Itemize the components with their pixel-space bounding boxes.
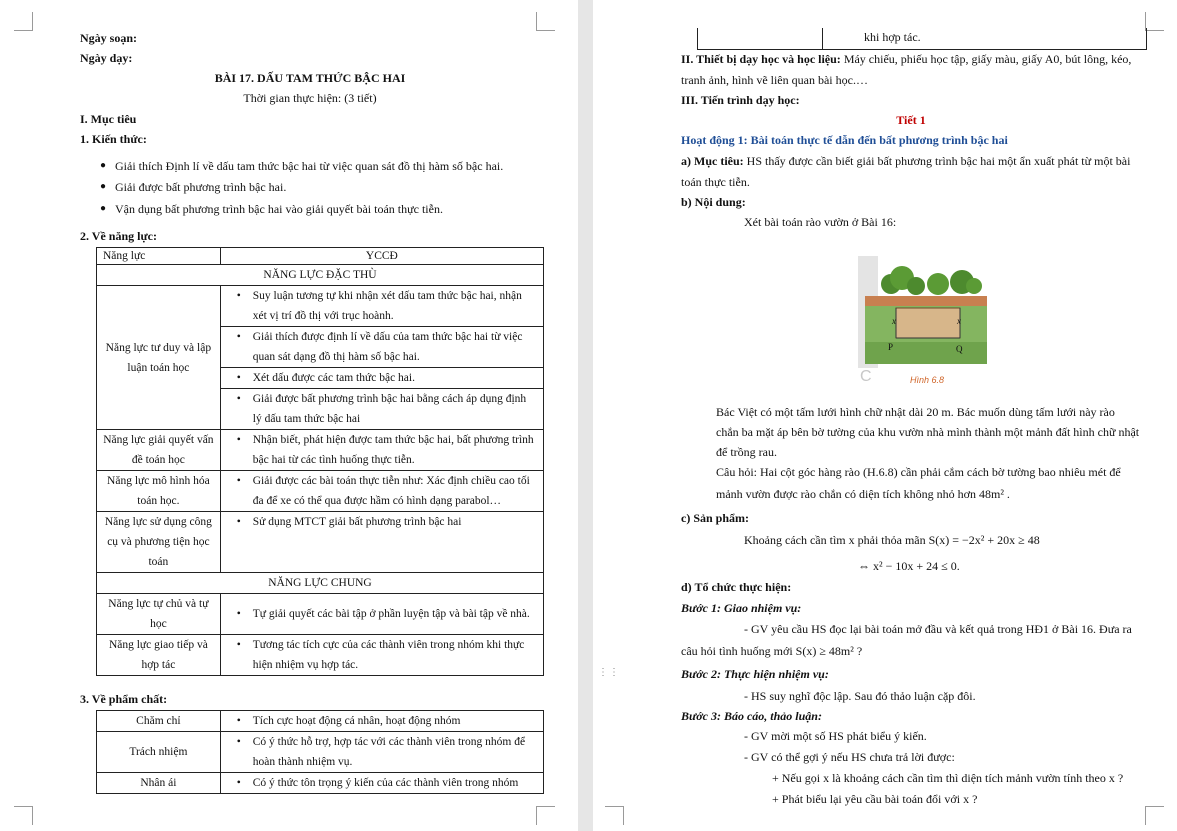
question-text-2: mảnh vườn được rào chắn có diện tích không nhỏ hơn 48m² . bbox=[716, 487, 1010, 501]
requirement-item: • Sử dụng MTCT giải bất phương trình bậc hai bbox=[227, 512, 537, 532]
table-cell: khi hợp tác. bbox=[864, 30, 921, 44]
general-competence-header: NĂNG LỰC CHUNG bbox=[97, 573, 544, 594]
problem-text-1: Bác Việt có một tấm lưới hình chữ nhật dài 20 m. Bác muốn dùng tấm lưới này rào bbox=[716, 405, 1115, 419]
table-cell bbox=[220, 711, 543, 732]
competence-label: Năng lực tự chủ và tự học bbox=[97, 594, 221, 635]
figure-label-x-right: x bbox=[957, 316, 961, 326]
table-cell bbox=[220, 594, 543, 635]
figure-label-x-left: x bbox=[892, 316, 896, 326]
question-text-1: Câu hỏi: Hai cột góc hàng rào (H.6.8) cần phải cắm cách bờ tường bao nhiêu mét để bbox=[716, 465, 1121, 479]
table-cell bbox=[220, 327, 543, 368]
competence-label: Năng lực mô hình hóa toán học. bbox=[97, 471, 221, 512]
table-cell bbox=[220, 635, 543, 676]
table-cell bbox=[220, 773, 543, 794]
table-row bbox=[97, 430, 544, 471]
quality-label: Nhân ái bbox=[97, 773, 221, 794]
hint-1: + Nếu gọi x là khoảng cách cần tìm thì diện tích mảnh vườn tính theo x ? bbox=[772, 771, 1124, 785]
content-intro: Xét bài toán rào vườn ở Bài 16: bbox=[744, 215, 897, 229]
figure-watermark: C bbox=[860, 368, 872, 385]
knowledge-item: Giải được bất phương trình bậc hai. bbox=[115, 180, 287, 194]
table-row bbox=[97, 773, 544, 794]
competence-table bbox=[96, 247, 544, 676]
bullet-icon: ● bbox=[100, 160, 107, 171]
crop-mark bbox=[1145, 12, 1164, 31]
section-qualities: 3. Về phẩm chất: bbox=[80, 692, 168, 706]
quality-label: Trách nhiệm bbox=[97, 732, 221, 773]
requirement-item: • Nhận biết, phát hiện được tam thức bậc hai, bất phương trình bậc hai từ các tình huống thực tiễn. bbox=[227, 430, 537, 470]
table-cell bbox=[220, 389, 543, 430]
table-row bbox=[97, 573, 544, 594]
step3-text-1: - GV mời một số HS phát biểu ý kiến. bbox=[744, 729, 927, 743]
date-teach-label: Ngày dạy: bbox=[80, 51, 133, 65]
table-row bbox=[97, 471, 544, 512]
requirement-item: • Tương tác tích cực của các thành viên trong nhóm khi thực hiện nhiệm vụ hợp tác. bbox=[227, 635, 537, 675]
competence-label: Năng lực giải quyết vấn đề toán học bbox=[97, 430, 221, 471]
product-text: Khoảng cách cần tìm x phải thỏa mãn S(x) = −2x² + 20x ≥ 48 bbox=[744, 533, 1040, 547]
continued-table-row bbox=[697, 28, 1147, 50]
lesson-title: BÀI 17. DẤU TAM THỨC BẬC HAI bbox=[214, 71, 406, 85]
figure-label-q: Q bbox=[956, 344, 963, 354]
requirement-item: • Xét dấu được các tam thức bậc hai. bbox=[227, 368, 537, 388]
competence-label: Năng lực giao tiếp và hợp tác bbox=[97, 635, 221, 676]
table-cell bbox=[220, 430, 543, 471]
quality-item: • Tích cực hoạt động cá nhân, hoạt động nhóm bbox=[227, 711, 537, 731]
content-label: b) Nội dung: bbox=[681, 195, 746, 209]
problem-text-3: để trồng rau. bbox=[716, 445, 777, 459]
quality-label: Chăm chỉ bbox=[97, 711, 221, 732]
quality-table bbox=[96, 710, 544, 794]
product-inequality: ⇔ x² − 10x + 24 ≤ 0. bbox=[858, 559, 960, 573]
table-header-row bbox=[97, 248, 544, 265]
date-prep-label: Ngày soạn: bbox=[80, 31, 138, 45]
step1-text-1: - GV yêu cầu HS đọc lại bài toán mở đầu và kết quả trong HĐ1 ở Bài 16. Đưa ra bbox=[744, 622, 1132, 636]
section-process: III. Tiến trình dạy học: bbox=[681, 93, 800, 107]
objective-text: HS thấy được cần biết giải bất phương trình bậc hai một ẩn xuất phát từ một bài bbox=[743, 154, 1131, 168]
requirement-item: • Tự giải quyết các bài tập ở phần luyện tập và bài tập về nhà. bbox=[227, 604, 537, 624]
competence-label: Năng lực tư duy và lập luận toán học bbox=[97, 286, 221, 430]
equipment-text-2: tranh ảnh, hình vẽ liên quan bài học.… bbox=[681, 73, 868, 87]
crop-mark bbox=[536, 12, 555, 31]
equipment-line bbox=[681, 51, 1131, 67]
figure-caption: Hình 6.8 bbox=[910, 375, 945, 385]
crop-mark bbox=[14, 806, 33, 825]
activity-title: Hoạt động 1: Bài toán thực tế dẫn đến bất phương trình bậc hai bbox=[681, 133, 1008, 147]
figure-label-p: P bbox=[888, 342, 894, 352]
equipment-label: II. Thiết bị dạy học và học liệu: bbox=[681, 52, 841, 66]
product-label: c) Sản phẩm: bbox=[681, 511, 750, 525]
step1-label: Bước 1: Giao nhiệm vụ: bbox=[681, 601, 802, 615]
competence-label: Năng lực sử dụng công cụ và phương tiện học toán bbox=[97, 512, 221, 573]
requirement-item: • Suy luận tương tự khi nhận xét dấu tam thức bậc hai, nhận xét vị trí đồ thị với trục hoành. bbox=[227, 286, 537, 326]
bullet-icon: ● bbox=[100, 203, 107, 214]
objective-line bbox=[681, 153, 1130, 169]
table-cell bbox=[220, 471, 543, 512]
table-row bbox=[97, 265, 544, 286]
table-row bbox=[97, 635, 544, 676]
crop-mark bbox=[14, 12, 33, 31]
section-knowledge: 1. Kiến thức: bbox=[80, 132, 147, 146]
quality-item: • Có ý thức hỗ trợ, hợp tác với các thành viên trong nhóm để hoàn thành nhiệm vụ. bbox=[227, 732, 537, 772]
table-row bbox=[97, 594, 544, 635]
knowledge-item: Vận dụng bất phương trình bậc hai vào giải quyết bài toán thực tiễn. bbox=[115, 202, 443, 216]
special-competence-header: NĂNG LỰC ĐẶC THÙ bbox=[97, 265, 544, 286]
objective-text-2: toán thực tiễn. bbox=[681, 175, 750, 189]
table-header-cell: YCCĐ bbox=[220, 248, 543, 265]
section-objectives: I. Mục tiêu bbox=[80, 112, 137, 126]
table-cell bbox=[220, 732, 543, 773]
requirement-item: • Giải thích được định lí về dấu của tam thức bậc hai từ việc quan sát dạng đồ thị hàm số bậc hai. bbox=[227, 327, 537, 367]
document-page-left bbox=[0, 0, 578, 831]
organize-label: d) Tổ chức thực hiện: bbox=[681, 580, 792, 594]
table-cell bbox=[220, 286, 543, 327]
step2-text: - HS suy nghĩ độc lập. Sau đó thảo luận cặp đôi. bbox=[744, 689, 976, 703]
garden-figure bbox=[858, 256, 988, 390]
step3-label: Bước 3: Báo cáo, thảo luận: bbox=[681, 709, 822, 723]
requirement-item: • Giải được bất phương trình bậc hai bằng cách áp dụng định lý dấu tam thức bậc hai bbox=[227, 389, 537, 429]
table-cell bbox=[220, 512, 543, 573]
knowledge-item: Giải thích Định lí về dấu tam thức bậc hai từ việc quan sát đồ thị hàm số bậc hai. bbox=[115, 159, 504, 173]
quality-item: • Có ý thức tôn trọng ý kiến của các thành viên trong nhóm bbox=[227, 773, 537, 793]
lesson-duration: Thời gian thực hiện: (3 tiết) bbox=[243, 91, 377, 105]
step1-text-2: câu hỏi tình huống mới S(x) ≥ 48m² ? bbox=[681, 644, 863, 658]
lesson-number: Tiết 1 bbox=[896, 113, 926, 127]
hint-2: + Phát biểu lại yêu cầu bài toán đổi với x ? bbox=[772, 792, 978, 806]
equipment-text: Máy chiếu, phiếu học tập, giấy màu, giấy A0, bút lông, kéo, bbox=[840, 52, 1132, 66]
table-row bbox=[97, 732, 544, 773]
objective-label: a) Mục tiêu: bbox=[681, 154, 744, 168]
garden-illustration bbox=[858, 256, 988, 390]
bullet-icon: ● bbox=[100, 181, 107, 192]
step3-text-2: - GV có thể gợi ý nếu HS chưa trả lời được: bbox=[744, 750, 955, 764]
table-row bbox=[97, 286, 544, 327]
table-row bbox=[97, 512, 544, 573]
table-cell bbox=[220, 368, 543, 389]
table-header-cell: Năng lực bbox=[97, 248, 221, 265]
section-competence: 2. Về năng lực: bbox=[80, 229, 157, 243]
requirement-item: • Giải được các bài toán thực tiễn như: Xác định chiều cao tối đa để xe có thể qua được hầm có hình dạng parabol… bbox=[227, 471, 537, 511]
table-row bbox=[97, 711, 544, 732]
drag-handle-icon[interactable]: ⋮⋮ bbox=[598, 667, 620, 678]
crop-mark bbox=[536, 806, 555, 825]
step2-label: Bước 2: Thực hiện nhiệm vụ: bbox=[681, 667, 829, 681]
crop-mark bbox=[605, 806, 624, 825]
crop-mark bbox=[1145, 806, 1164, 825]
table-divider bbox=[822, 28, 823, 49]
problem-text-2: chắn ba mặt áp bên bờ tường của khu vườn nhà mình thành một mảnh đất hình chữ nhật bbox=[716, 425, 1140, 439]
